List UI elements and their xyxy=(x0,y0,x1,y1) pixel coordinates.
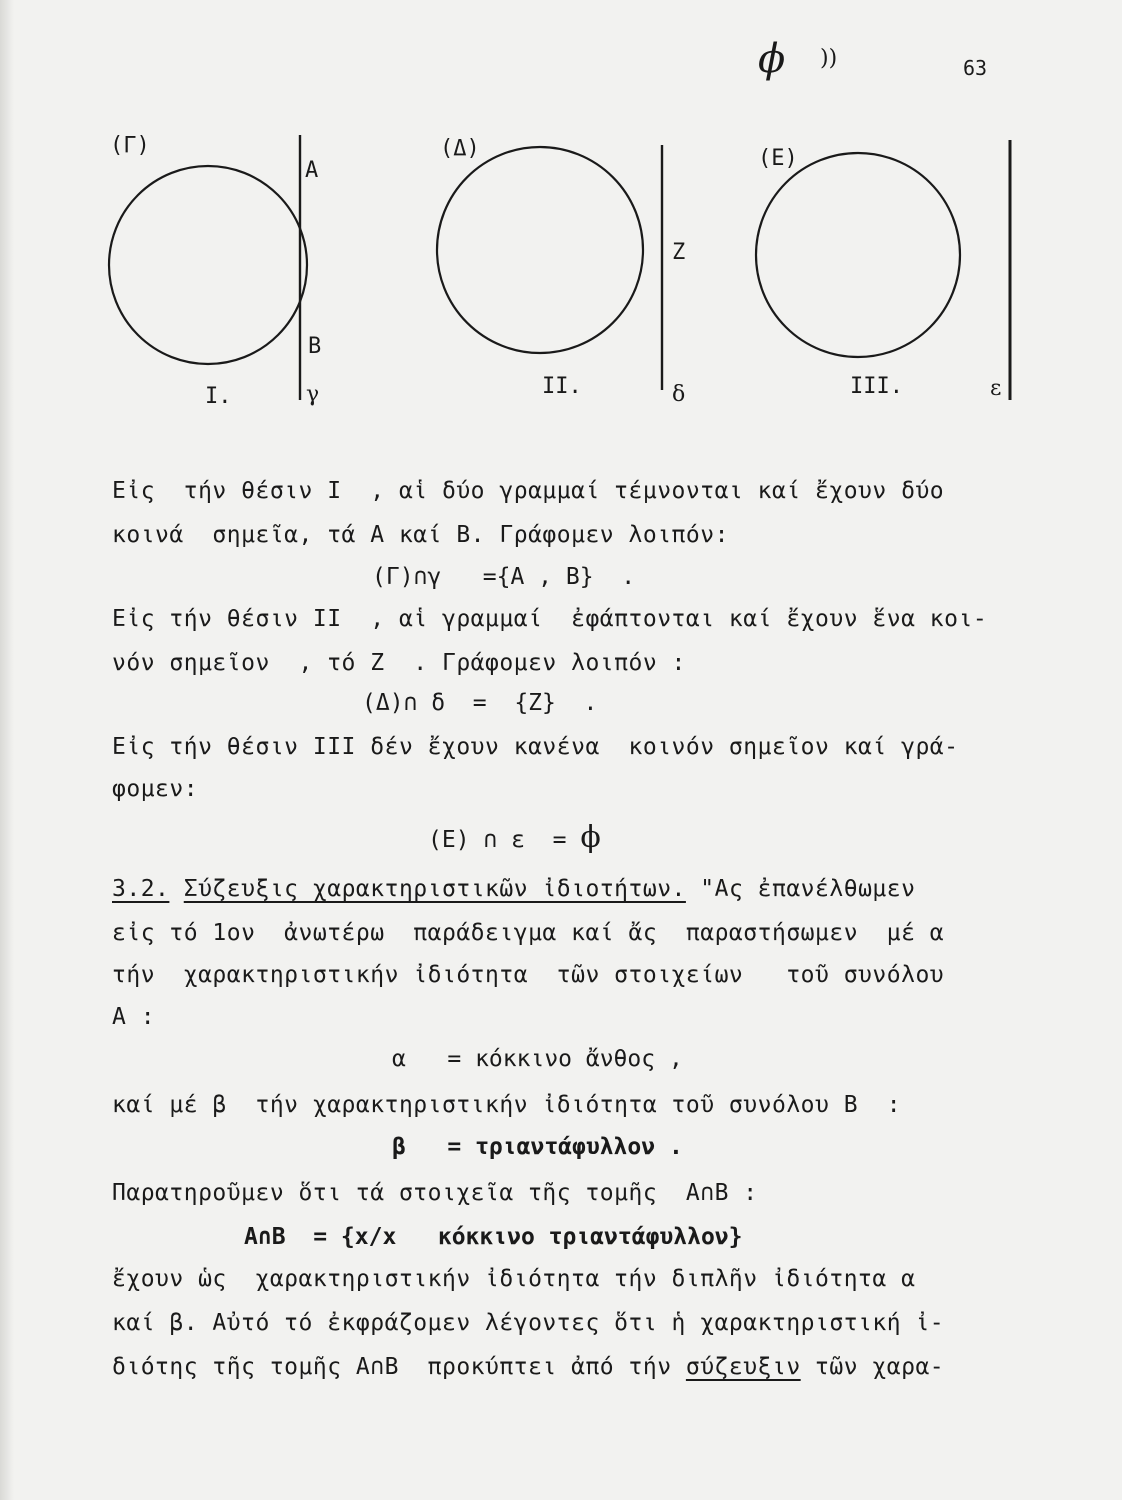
section-line-9-start: διότης τῆς τομῆς A∩B προκύπτει ἀπό τήν xyxy=(112,1354,686,1380)
underlined-syzeuxin: σύζευξιν xyxy=(685,1354,801,1380)
line-label-delta: δ xyxy=(672,382,686,407)
point-label-z: Z xyxy=(672,240,686,265)
equation-1: (Γ)∩γ ={A , B} . xyxy=(372,564,636,590)
paragraph-1-line-2: κοινά σημεῖα, τά A καί B. Γράφομεν λοιπόν: xyxy=(112,522,729,548)
handwritten-parenthesis-mark: )) xyxy=(820,46,838,71)
circle-gamma xyxy=(109,166,307,364)
section-line-5: καί μέ β τήν χαρακτηριστικήν ἰδιότητα τοῦ συνόλου B : xyxy=(112,1092,902,1118)
set-label-delta: (Δ) xyxy=(440,136,480,161)
section-line-1 xyxy=(112,876,915,902)
set-label-epsilon: (E) xyxy=(758,146,798,171)
paragraph-2-line-2: νόν σημεῖον , τό Z . Γράφομεν λοιπόν : xyxy=(112,650,686,676)
line-label-gamma: γ xyxy=(306,382,320,407)
circle-delta xyxy=(437,147,643,353)
section-line-1-rest: "Ας ἐπανέλθωμεν xyxy=(685,876,916,902)
paragraph-2-line-1: Εἰς τήν θέσιν II , αἱ γραμμαί ἐφάπτονται καί ἔχουν ἕνα κοι- xyxy=(112,606,988,632)
section-line-2: εἰς τό 1ον ἀνωτέρω παράδειγμα καί ἄς παραστήσωμεν μέ α xyxy=(112,920,945,946)
equation-3-lhs: (E) ∩ ε = xyxy=(428,827,567,853)
section-title: Σύζευξις χαρακτηριστικῶν ἰδιοτήτων. xyxy=(183,876,686,902)
equation-2: (Δ)∩ δ = {Z} . xyxy=(362,690,598,716)
set-label-gamma: (Γ) xyxy=(110,133,150,158)
circle-epsilon xyxy=(756,153,960,357)
equation-intersection: A∩B = {x/x κόκκινο τριαντάφυλλον} xyxy=(244,1224,743,1250)
point-label-a: A xyxy=(305,158,319,183)
section-number: 3.2. xyxy=(112,876,170,902)
paragraph-1-line-1: Εἰς τήν θέσιν I , αἱ δύο γραμμαί τέμνονται καί ἔχουν δύο xyxy=(112,478,945,504)
section-line-3: τήν χαρακτηριστικήν ἰδιότητα τῶν στοιχείων τοῦ συνόλου xyxy=(112,962,945,988)
paragraph-3-line-2: φομεν: xyxy=(112,776,199,802)
section-line-4: A : xyxy=(112,1004,156,1030)
paragraph-3-line-1: Εἰς τήν θέσιν III δέν ἔχουν κανένα κοινόν σημεῖον καί γρά- xyxy=(112,734,959,760)
section-line-7: ἔχουν ὡς χαρακτηριστικήν ἰδιότητα τήν διπλῆν ἰδιότητα α xyxy=(112,1266,916,1292)
roman-label-1: I. xyxy=(205,384,232,409)
roman-label-3: III. xyxy=(850,374,903,399)
equation-beta: β = τριαντάφυλλον . xyxy=(392,1134,683,1160)
equation-alpha: α = κόκκινο ἄνθος , xyxy=(392,1046,683,1072)
equation-3 xyxy=(428,820,601,855)
section-line-9 xyxy=(112,1354,944,1380)
point-label-b: B xyxy=(308,334,322,359)
page-number: 63 xyxy=(963,56,988,80)
section-line-6: Παρατηροῦμεν ὅτι τά στοιχεῖα τῆς τομῆς A∩B : xyxy=(112,1180,758,1206)
line-label-epsilon: ε xyxy=(990,376,1002,401)
section-line-8: καί β. Αὐτό τό ἐκφράζομεν λέγοντες ὅτι ἡ χαρακτηριστική ἰ- xyxy=(112,1310,945,1336)
intersection-figure xyxy=(0,0,1122,420)
empty-set-symbol: ϕ xyxy=(580,820,601,855)
handwritten-empty-set-mark: ϕ xyxy=(758,36,786,82)
roman-label-2: II. xyxy=(542,374,582,399)
section-line-9-end: τῶν χαρα- xyxy=(800,1354,945,1380)
